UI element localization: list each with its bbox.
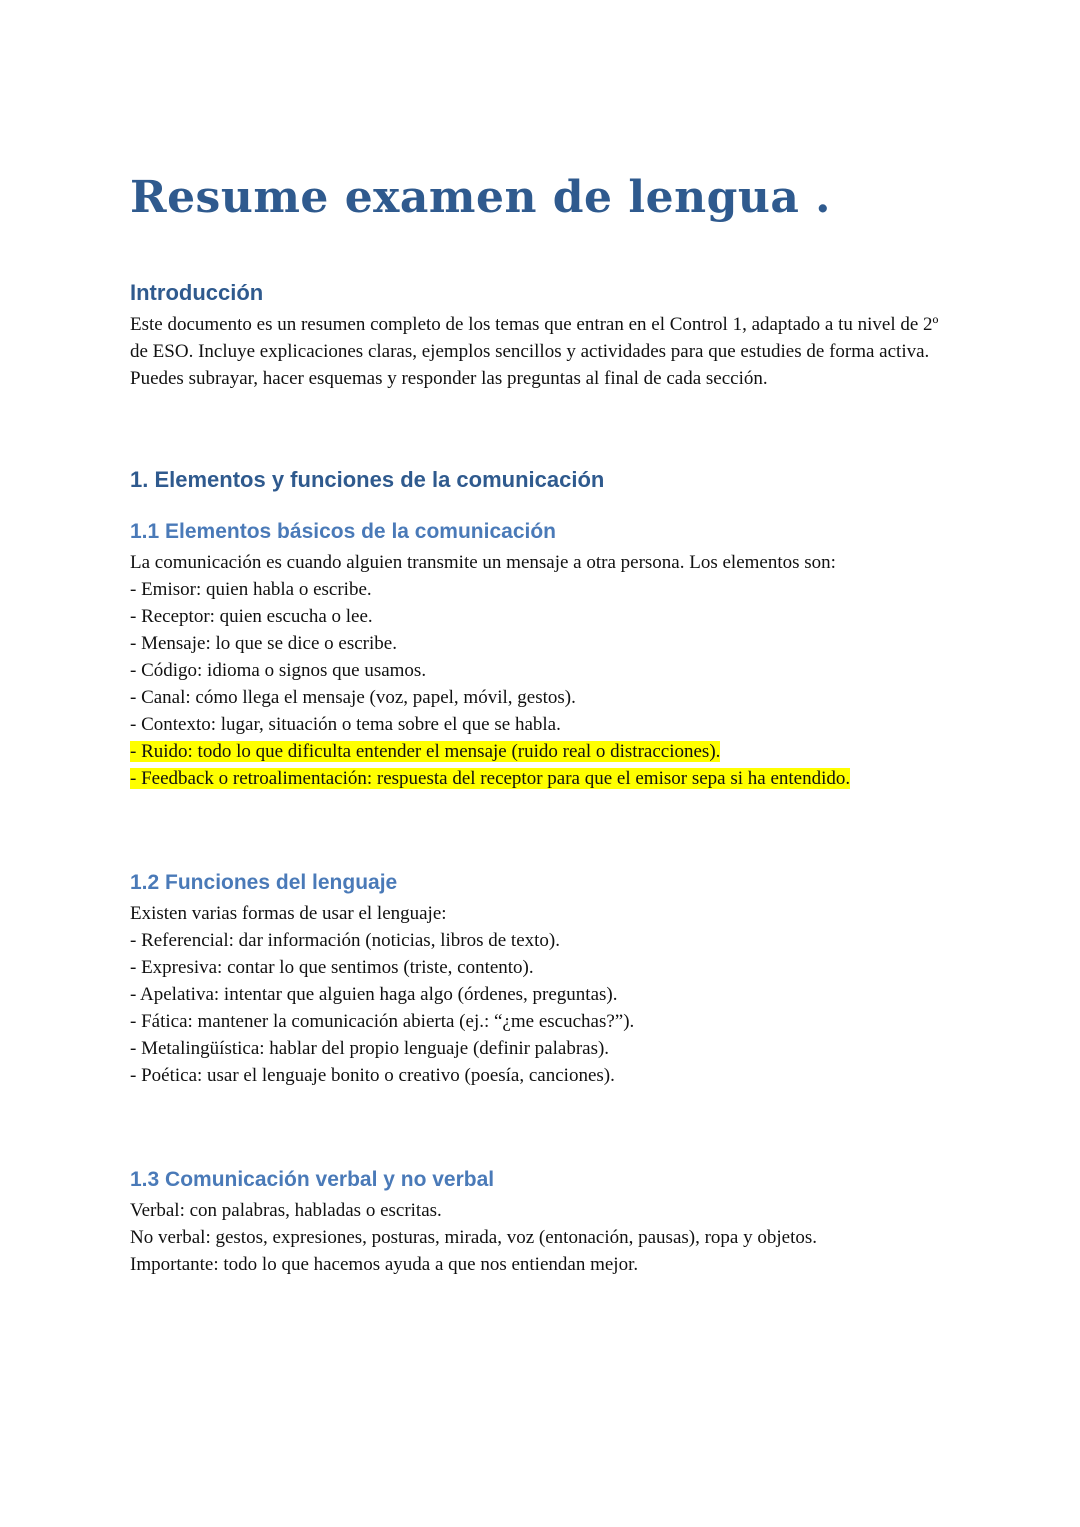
highlighted-list-item bbox=[130, 738, 720, 765]
section-1-1-heading: 1.1 Elementos básicos de la comunicación bbox=[130, 520, 556, 543]
section-1-3-line: Importante: todo lo que hacemos ayuda a que nos entiendan mejor. bbox=[130, 1254, 639, 1275]
list-item: - Apelativa: intentar que alguien haga algo (órdenes, preguntas). bbox=[130, 984, 618, 1005]
section-1-3-heading: 1.3 Comunicación verbal y no verbal bbox=[130, 1168, 495, 1191]
section-1-1-intro: La comunicación es cuando alguien transmite un mensaje a otra persona. Los elementos son: bbox=[130, 552, 836, 573]
intro-heading: Introducción bbox=[130, 280, 264, 305]
list-item: - Contexto: lugar, situación o tema sobre el que se habla. bbox=[130, 714, 561, 735]
highlight-feedback: - Feedback o retroalimentación: respuesta del receptor para que el emisor sepa si ha entendido. bbox=[130, 768, 851, 789]
section-1-2-intro: Existen varias formas de usar el lenguaje: bbox=[130, 903, 447, 924]
section-1-heading: 1. Elementos y funciones de la comunicación bbox=[130, 467, 605, 492]
list-item: - Referencial: dar información (noticias, libros de texto). bbox=[130, 930, 560, 951]
list-item: - Poética: usar el lenguaje bonito o creativo (poesía, canciones). bbox=[130, 1065, 615, 1086]
section-1-3-line: No verbal: gestos, expresiones, posturas, mirada, voz (entonación, pausas), ropa y objetos. bbox=[130, 1227, 817, 1248]
list-item: - Mensaje: lo que se dice o escribe. bbox=[130, 633, 397, 654]
list-item: - Emisor: quien habla o escribe. bbox=[130, 579, 372, 600]
list-item: - Metalingüística: hablar del propio lenguaje (definir palabras). bbox=[130, 1038, 610, 1059]
section-1-2-heading: 1.2 Funciones del lenguaje bbox=[130, 871, 398, 894]
highlighted-list-item bbox=[130, 765, 850, 792]
list-item: - Fática: mantener la comunicación abierta (ej.: “¿me escuchas?”). bbox=[130, 1011, 635, 1032]
list-item: - Receptor: quien escucha o lee. bbox=[130, 606, 373, 627]
section-1-3-line: Verbal: con palabras, habladas o escritas. bbox=[130, 1200, 442, 1221]
highlight-ruido: - Ruido: todo lo que dificulta entender el mensaje (ruido real o distracciones). bbox=[130, 741, 721, 762]
document-title: Resume examen de lengua . bbox=[130, 172, 831, 223]
list-item: - Expresiva: contar lo que sentimos (triste, contento). bbox=[130, 957, 534, 978]
list-item: - Código: idioma o signos que usamos. bbox=[130, 660, 427, 681]
list-item: - Canal: cómo llega el mensaje (voz, papel, móvil, gestos). bbox=[130, 687, 576, 708]
intro-paragraph: Este documento es un resumen completo de los temas que entran en el Control 1, adaptado a tu nivel de 2º de ESO. Incluye explicaciones claras, ejemplos sencillos y actividades para que estudies de forma activa. Puedes subrayar, hacer esquemas y responder las preguntas al final de cada sección. bbox=[130, 314, 939, 389]
